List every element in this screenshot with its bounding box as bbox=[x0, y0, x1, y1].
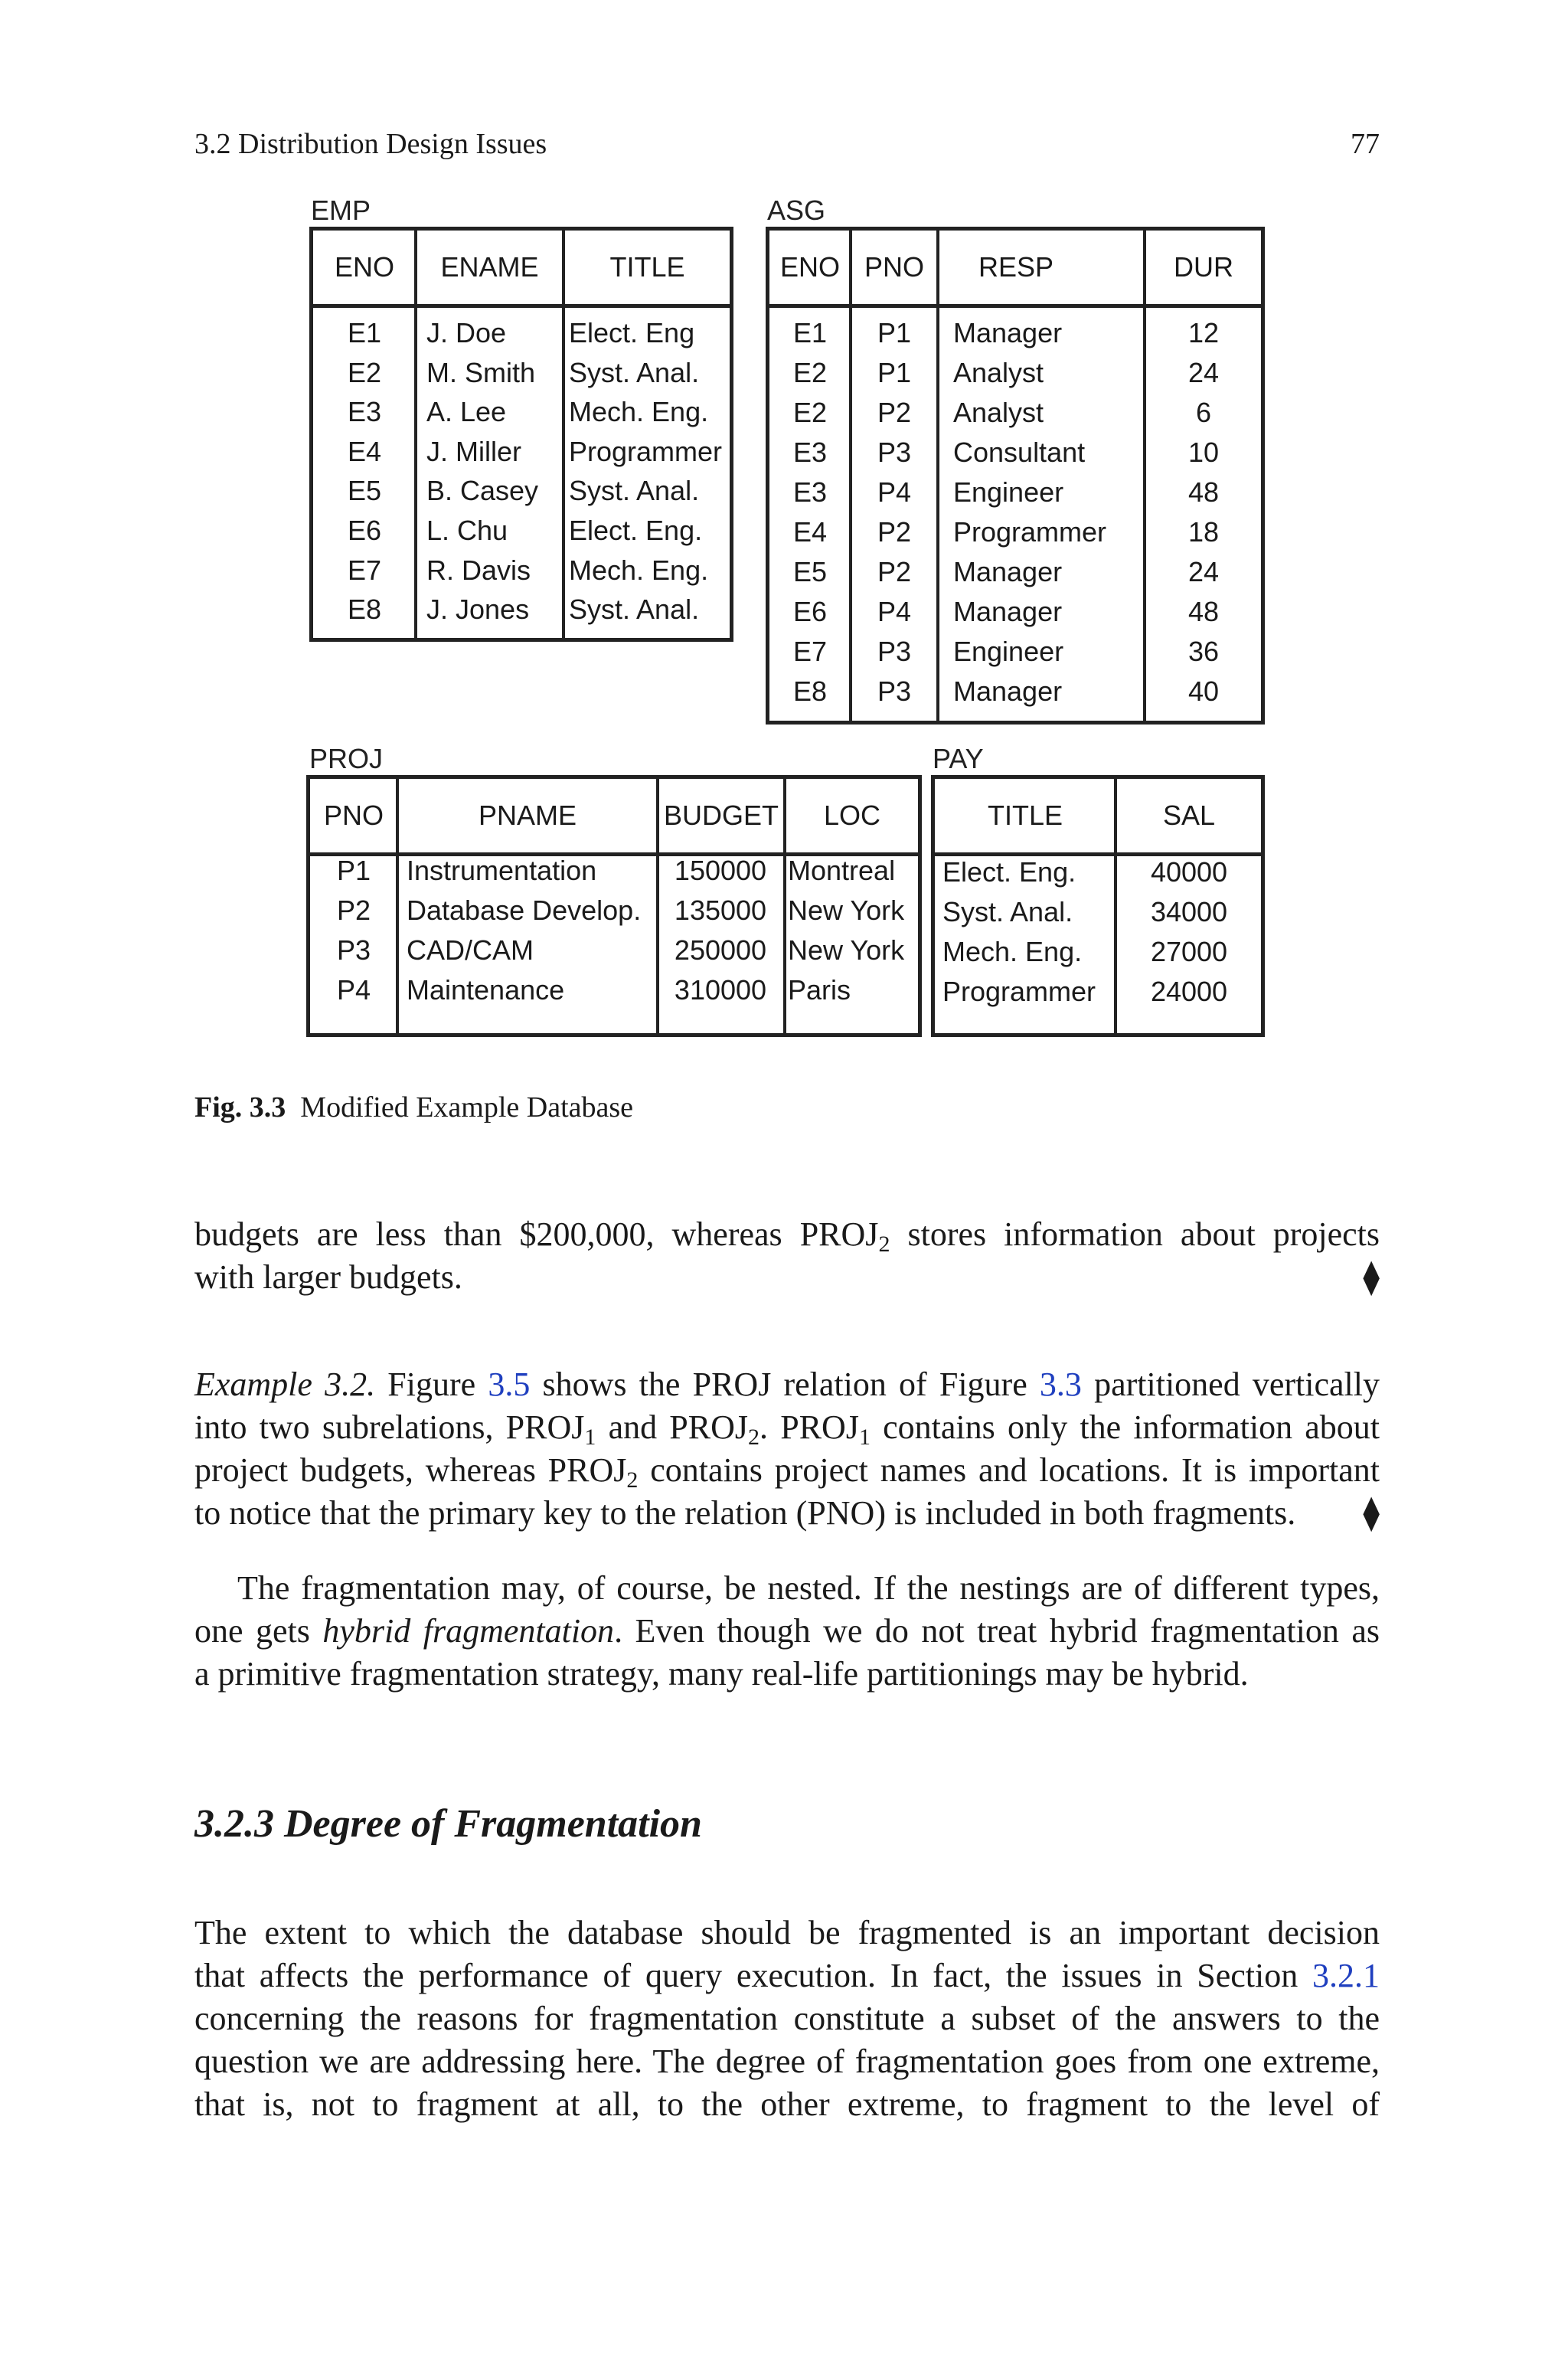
subscript: 1 bbox=[858, 1425, 871, 1450]
asg-cell: Manager bbox=[953, 675, 1063, 707]
proj-cell: CAD/CAM bbox=[407, 934, 534, 966]
asg-cell: Manager bbox=[953, 556, 1063, 587]
subscript: 1 bbox=[584, 1425, 596, 1450]
emp-cell: Elect. Eng. bbox=[569, 515, 703, 546]
emp-cell: E3 bbox=[347, 396, 382, 428]
asg-cell: E2 bbox=[792, 357, 828, 388]
asg-cell: Consultant bbox=[953, 437, 1086, 468]
emp-cell: J. Miller bbox=[426, 435, 521, 467]
proj-col-loc: LOC bbox=[823, 800, 881, 831]
text-run: The extent to which the database should be fragmented is an important decision bbox=[194, 1914, 1380, 1951]
section-ref-link[interactable]: 3.2.1 bbox=[1312, 1957, 1380, 1994]
asg-cell: P4 bbox=[877, 596, 912, 627]
figure-ref-link[interactable]: 3.5 bbox=[488, 1366, 531, 1403]
text-run: . Even though we do not treat hybrid fragmentation as bbox=[614, 1612, 1380, 1650]
emp-cell: R. Davis bbox=[426, 554, 531, 586]
asg-cell: 12 bbox=[1187, 317, 1220, 348]
asg-cell: E8 bbox=[792, 675, 828, 707]
text-run: question we are addressing here. The degree of fragmentation goes from one extreme, bbox=[194, 2043, 1380, 2080]
proj-cell: P3 bbox=[336, 934, 371, 966]
text-run: that affects the performance of query execution. In fact, the issues in Section bbox=[194, 1957, 1312, 1994]
degree-of-fragmentation-paragraph bbox=[194, 1912, 1380, 2126]
page-number: 77 bbox=[1351, 128, 1380, 160]
text-run: stores information about projects bbox=[890, 1215, 1380, 1253]
emp-cell: Syst. Anal. bbox=[569, 475, 700, 507]
asg-cell: 40 bbox=[1187, 675, 1220, 707]
hybrid-fragmentation-paragraph bbox=[194, 1567, 1380, 1696]
proj-cell: 250000 bbox=[674, 934, 767, 966]
asg-cell: 18 bbox=[1187, 516, 1220, 548]
asg-cell: Analyst bbox=[953, 397, 1044, 428]
asg-cell: P3 bbox=[877, 437, 912, 468]
asg-cell: 24 bbox=[1187, 357, 1220, 388]
asg-cell: P2 bbox=[877, 397, 912, 428]
asg-cell: E4 bbox=[792, 516, 828, 548]
figure-ref-link[interactable]: 3.3 bbox=[1039, 1366, 1082, 1403]
pay-cell: 24000 bbox=[1150, 976, 1228, 1007]
text-run: contains only the information about bbox=[870, 1408, 1380, 1446]
text-run: shows the PROJ relation of Figure bbox=[530, 1366, 1040, 1403]
emp-col-eno: ENO bbox=[334, 251, 394, 283]
pay-cell: Syst. Anal. bbox=[942, 896, 1073, 927]
asg-cell: Engineer bbox=[953, 476, 1064, 508]
text-run: budgets are less than $200,000, whereas PROJ bbox=[194, 1215, 879, 1253]
emp-table-name: EMP bbox=[311, 195, 371, 226]
asg-cell: Analyst bbox=[953, 357, 1044, 388]
text-run: a primitive fragmentation strategy, many real-life partitionings may be hybrid. bbox=[194, 1655, 1249, 1693]
emp-cell: Mech. Eng. bbox=[569, 396, 709, 428]
emp-cell: E4 bbox=[347, 435, 382, 467]
pay-cell: 34000 bbox=[1150, 896, 1228, 927]
text-run: with larger budgets. bbox=[194, 1258, 462, 1296]
end-of-example-icon: ⧫ bbox=[1363, 1494, 1380, 1532]
text-run: contains project names and locations. It is important bbox=[638, 1451, 1380, 1489]
asg-cell: 36 bbox=[1187, 636, 1220, 667]
proj-cell: Database Develop. bbox=[407, 895, 642, 926]
text-run: to notice that the primary key to the relation (PNO) is included in both fragments. bbox=[194, 1494, 1296, 1532]
proj-cell: 150000 bbox=[674, 855, 767, 886]
asg-cell: 48 bbox=[1187, 596, 1220, 627]
proj-cell: 310000 bbox=[674, 974, 767, 1006]
asg-cell: E7 bbox=[792, 636, 828, 667]
asg-cell: P3 bbox=[877, 675, 912, 707]
figure-caption-text: Modified Example Database bbox=[300, 1091, 634, 1124]
proj-cell: Maintenance bbox=[407, 974, 565, 1006]
asg-cell: P1 bbox=[877, 317, 912, 348]
emp-col-ename: ENAME bbox=[440, 251, 539, 283]
asg-cell: P4 bbox=[877, 476, 912, 508]
pay-cell: Elect. Eng. bbox=[942, 856, 1076, 888]
pay-cell: Programmer bbox=[942, 976, 1096, 1007]
asg-cell: 6 bbox=[1195, 397, 1212, 428]
asg-col-resp: RESP bbox=[978, 251, 1054, 283]
asg-cell: P1 bbox=[877, 357, 912, 388]
text-run: concerning the reasons for fragmentation constitute a subset of the answers to the bbox=[194, 2000, 1380, 2037]
emp-cell: A. Lee bbox=[426, 396, 507, 428]
proj-cell: P4 bbox=[336, 974, 371, 1006]
asg-cell: E1 bbox=[792, 317, 828, 348]
proj-cell: P1 bbox=[336, 855, 371, 886]
proj-cell: P2 bbox=[336, 895, 371, 926]
asg-cell: Programmer bbox=[953, 516, 1107, 548]
emp-cell: Mech. Eng. bbox=[569, 554, 709, 586]
emp-col-title: TITLE bbox=[609, 251, 685, 283]
asg-cell: E2 bbox=[792, 397, 828, 428]
emp-table bbox=[309, 227, 733, 642]
emp-cell: Syst. Anal. bbox=[569, 356, 700, 388]
proj-cell: Montreal bbox=[788, 855, 896, 886]
asg-cell: 10 bbox=[1187, 437, 1220, 468]
figure-caption-label: Fig. 3.3 bbox=[194, 1091, 286, 1124]
emp-cell: Syst. Anal. bbox=[569, 594, 700, 626]
asg-cell: E3 bbox=[792, 437, 828, 468]
text-run: and PROJ bbox=[596, 1408, 749, 1446]
asg-col-pno: PNO bbox=[864, 251, 924, 283]
asg-cell: P2 bbox=[877, 516, 912, 548]
subscript: 2 bbox=[748, 1425, 760, 1450]
proj-col-pname: PNAME bbox=[478, 800, 577, 831]
proj-cell: New York bbox=[788, 934, 905, 966]
text-run: partitioned vertically bbox=[1081, 1366, 1380, 1403]
asg-divider bbox=[936, 231, 939, 721]
example-label: Example 3.2. bbox=[194, 1366, 376, 1403]
asg-cell: 24 bbox=[1187, 556, 1220, 587]
end-of-example-icon: ⧫ bbox=[1363, 1258, 1380, 1296]
subscript: 2 bbox=[626, 1467, 639, 1493]
proj-cell: New York bbox=[788, 895, 905, 926]
emp-cell: J. Jones bbox=[426, 594, 530, 626]
section-heading: 3.2.3 Degree of Fragmentation bbox=[194, 1802, 702, 1846]
pay-table-name: PAY bbox=[933, 743, 984, 774]
pay-col-sal: SAL bbox=[1162, 800, 1216, 831]
text-run: project budgets, whereas PROJ bbox=[194, 1451, 627, 1489]
emp-cell: E6 bbox=[347, 515, 382, 546]
example-3-2-paragraph bbox=[194, 1363, 1380, 1535]
pay-col-title: TITLE bbox=[987, 800, 1063, 831]
emp-cell: M. Smith bbox=[426, 356, 536, 388]
emp-cell: Elect. Eng bbox=[569, 317, 695, 348]
text-run: one gets bbox=[194, 1612, 323, 1650]
emp-cell: J. Doe bbox=[426, 317, 507, 348]
text-run: . PROJ bbox=[760, 1408, 859, 1446]
subscript: 2 bbox=[878, 1232, 890, 1257]
proj-cell: 135000 bbox=[674, 895, 767, 926]
asg-cell: E6 bbox=[792, 596, 828, 627]
pay-cell: 40000 bbox=[1150, 856, 1228, 888]
figure-caption bbox=[194, 1091, 633, 1124]
emp-cell: E5 bbox=[347, 475, 382, 507]
asg-cell: Engineer bbox=[953, 636, 1064, 667]
asg-cell: 48 bbox=[1187, 476, 1220, 508]
emp-cell: E8 bbox=[347, 594, 382, 626]
text-run: The fragmentation may, of course, be nested. If the nestings are of different types, bbox=[237, 1569, 1380, 1607]
proj-cell: Instrumentation bbox=[407, 855, 597, 886]
emp-cell: B. Casey bbox=[426, 475, 539, 507]
emp-cell: L. Chu bbox=[426, 515, 508, 546]
text-run: Figure bbox=[375, 1366, 488, 1403]
proj-table-name: PROJ bbox=[309, 743, 384, 774]
emp-cell: E7 bbox=[347, 554, 382, 586]
asg-cell: P3 bbox=[877, 636, 912, 667]
asg-table-name: ASG bbox=[767, 195, 826, 226]
asg-cell: Manager bbox=[953, 596, 1063, 627]
asg-table bbox=[766, 227, 1265, 725]
pay-cell: Mech. Eng. bbox=[942, 936, 1083, 967]
emphasis: hybrid fragmentation bbox=[322, 1612, 615, 1650]
proj-cell: Paris bbox=[788, 974, 851, 1006]
proj-table bbox=[306, 775, 922, 1037]
asg-cell: E3 bbox=[792, 476, 828, 508]
proj-col-budget: BUDGET bbox=[663, 800, 779, 831]
asg-cell: E5 bbox=[792, 556, 828, 587]
emp-cell: E1 bbox=[347, 317, 382, 348]
asg-col-eno: ENO bbox=[779, 251, 840, 283]
pay-table bbox=[931, 775, 1265, 1037]
asg-cell: Manager bbox=[953, 317, 1063, 348]
running-header-section: 3.2 Distribution Design Issues bbox=[194, 128, 547, 160]
proj-col-pno: PNO bbox=[323, 800, 384, 831]
emp-cell: E2 bbox=[347, 356, 382, 388]
pay-cell: 27000 bbox=[1150, 936, 1228, 967]
emp-cell: Programmer bbox=[569, 435, 723, 467]
text-run: into two subrelations, PROJ bbox=[194, 1408, 585, 1446]
asg-cell: P2 bbox=[877, 556, 912, 587]
paragraph-continuation bbox=[194, 1213, 1380, 1299]
text-run: that is, not to fragment at all, to the other extreme, to fragment to the level of bbox=[194, 2085, 1380, 2123]
asg-col-dur: DUR bbox=[1174, 251, 1233, 283]
